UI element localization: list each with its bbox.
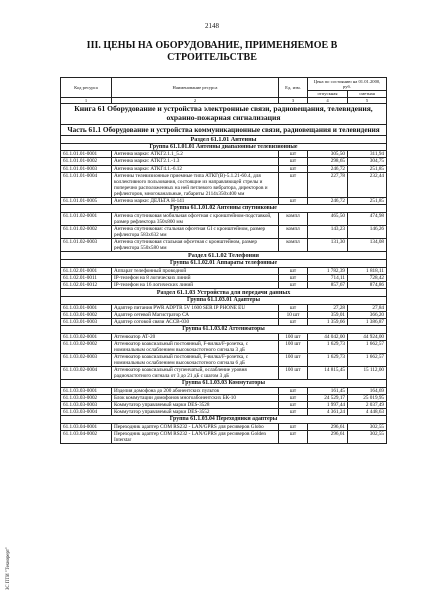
estimate-price: 146,26 [348,225,387,238]
resource-unit: компл [279,225,308,238]
release-price: 246,72 [308,198,348,205]
estimate-price: 1 662,57 [348,340,387,353]
section-heading-row [61,289,387,297]
release-price: 298,65 [308,158,348,165]
resource-code: 61.1.03.02-0004 [61,367,112,380]
table-row [61,198,387,205]
header-name: Наименование ресурса [112,78,279,98]
release-price: 1 359,66 [308,318,348,325]
column-number: 2 [112,98,279,104]
resource-unit: шт [279,267,308,274]
column-number: 3 [279,98,308,104]
page-number: 2148 [205,22,219,30]
resource-unit: 100 шт [279,333,308,340]
estimate-price: 15 112,00 [348,367,387,380]
column-number: 4 [308,98,348,104]
resource-unit: шт [279,318,308,325]
column-number: 5 [348,98,387,104]
estimate-price: 251,85 [348,165,387,172]
resource-name: IP-телефон на 8 логических линий [112,274,279,281]
book-heading: Книга 61 Оборудование и устройства электронные связи, радиовещания, телевидения, охранно-пожарная сигнализация [61,104,387,124]
resource-name: Антенна спутниковая: стальная офсетная GI с кронштейном, размер рефлектора 583х632 мм [112,225,279,238]
resource-unit: шт [279,394,308,401]
resource-unit: шт [279,423,308,430]
price-table [60,77,387,444]
resource-code: 61.1.01.02-0001 [61,212,112,225]
resource-name: Аттенюатор коаксиальный постоянный, F-вилка/F-розетка, с номинальным ослаблением высокочастотного сигнала 3 дБ [112,340,279,353]
resource-code: 61.1.01.01-0003 [61,165,112,172]
estimate-price: 474,98 [348,212,387,225]
resource-name: Адаптер сотовой связи АССВ-030 [112,318,279,325]
resource-code: 61.1.01.01-0001 [61,151,112,158]
resource-code: 61.1.03.03-0004 [61,409,112,416]
page-title [80,40,344,64]
side-note: ЗС ПТИ "Технорерт" [6,547,11,590]
table-row [61,165,387,172]
estimate-price: 304,75 [348,158,387,165]
release-price: 246,72 [308,165,348,172]
section-heading: Раздел 61.1.03 Устройства для передачи данных [61,289,387,297]
resource-code: 61.1.03.01-0003 [61,318,112,325]
release-price: 296,61 [308,423,348,430]
estimate-price: 366,20 [348,311,387,318]
header-unit: Ед. изм. [279,78,308,98]
release-price: 296,61 [308,430,348,443]
resource-unit: шт [279,198,308,205]
header-release: отпускная [308,91,348,98]
table-row [61,239,387,252]
resource-code: 61.1.03.02-0002 [61,340,112,353]
resource-code: 61.1.03.02-0001 [61,333,112,340]
resource-unit: шт [279,387,308,394]
resource-unit: 10 шт [279,311,308,318]
section-heading-row [61,252,387,260]
table-row [61,151,387,158]
resource-unit: шт [279,402,308,409]
resource-name: Переходник адаптер COM RS232 - LAN/GPRS для ресиверов Globo [112,423,279,430]
estimate-price: 232,44 [348,172,387,197]
release-price: 1 629,73 [308,340,348,353]
table-row [61,158,387,165]
part-heading-row [61,124,387,135]
resource-unit: шт [279,165,308,172]
resource-code: 61.1.02.01-0012 [61,282,112,289]
resource-name: Антенна марки: АТКГ2.1.1_5.2 [112,151,279,158]
group-heading: Группа 61.1.03.02 Аттенюаторы [61,326,387,334]
group-heading: Группа 61.1.03.01 Адаптеры [61,297,387,305]
release-price: 714,11 [308,274,348,281]
resource-name: Изделия домофона до 200 абонентских пультов [112,387,279,394]
table-row [61,367,387,380]
estimate-price: 164,69 [348,387,387,394]
book-heading-row [61,104,387,124]
group-heading-row [61,326,387,334]
resource-unit: шт [279,274,308,281]
estimate-price: 1 818,11 [348,267,387,274]
resource-code: 61.1.01.01-0005 [61,198,112,205]
header-price-group: Цена по состоянию на 01.01.2000, руб. [308,78,387,91]
estimate-price: 27,84 [348,304,387,311]
group-heading: Группа 61.1.03.04 Переходники адаптеры [61,416,387,424]
resource-code: 61.1.03.03-0003 [61,402,112,409]
estimate-price: 251,85 [348,198,387,205]
release-price: 27,28 [308,304,348,311]
release-price: 4 361,24 [308,409,348,416]
group-heading-row [61,205,387,213]
resource-unit: шт [279,430,308,443]
estimate-price: 25 019,95 [348,394,387,401]
resource-name: IP-телефон на 16 логических линий [112,282,279,289]
column-number: 1 [61,98,112,104]
table-row [61,318,387,325]
resource-unit: шт [279,304,308,311]
group-heading-row [61,416,387,424]
table-row [61,333,387,340]
table-row [61,423,387,430]
resource-code: 61.1.01.01-0002 [61,158,112,165]
resource-code: 61.1.03.03-0002 [61,394,112,401]
part-heading: Часть 61.1 Оборудование и устройства коммуникационные связи, радиовещания и телевидения [61,124,387,135]
resource-unit: шт [279,282,308,289]
group-heading: Группа 61.1.01.01 Антенны диапазонные телевизионные [61,143,387,151]
resource-name: Антенна марки: АТКГ4.1.-6.12 [112,165,279,172]
estimate-price: 874,86 [348,282,387,289]
group-heading-row [61,260,387,268]
section-heading-row [61,135,387,143]
header-code: Код ресурса [61,78,112,98]
resource-unit: шт [279,172,308,197]
release-price: 465,50 [308,212,348,225]
resource-unit: шт [279,409,308,416]
section-heading: Раздел 61.1.02 Телефония [61,252,387,260]
table-row [61,267,387,274]
estimate-price: 2 037,49 [348,402,387,409]
resource-code: 61.1.02.01-0011 [61,274,112,281]
estimate-price: 311,94 [348,151,387,158]
table-row [61,225,387,238]
resource-name: Адаптер питания PWR ADPTR 5V 1600 SER IP PHONE EU [112,304,279,311]
resource-name: Антенны телевизионные приемные типа АТКГ(В)-5.1.21-60.4, для коллективного пользования, состоящие из направляющей стрелы и поперечно расположенных на ней петлевого вибратора, директоров и рефлекторов, многоканальные, габариты 2114х350х400 мм [112,172,279,197]
resource-code: 61.1.01.02-0003 [61,239,112,252]
table-row [61,402,387,409]
resource-unit: 100 шт [279,353,308,366]
resource-code: 61.1.01.02-0002 [61,225,112,238]
group-heading: Группа 61.1.01.02 Антенны спутниковые [61,205,387,213]
resource-name: Аттенюатор коаксиальный ступенчатый, ослабление уровня радиочастотного сигнала от 3 до 21 дБ с шагом 3 дБ [112,367,279,380]
estimate-price: 1 662,57 [348,353,387,366]
release-price: 857,67 [308,282,348,289]
resource-code: 61.1.03.02-0003 [61,353,112,366]
table-row [61,172,387,197]
table-row [61,274,387,281]
table-row [61,409,387,416]
header-row [61,78,387,91]
resource-code: 61.1.03.01-0002 [61,311,112,318]
table-row [61,394,387,401]
table-row [61,282,387,289]
resource-code: 61.1.03.01-0001 [61,304,112,311]
estimate-price: 728,42 [348,274,387,281]
release-price: 24 529,17 [308,394,348,401]
resource-name: Коммутатор управляемый марки DES-3528 [112,402,279,409]
group-heading-row [61,380,387,388]
resource-name: Аппарат телефонный проводной [112,267,279,274]
resource-code: 61.1.03.04-0001 [61,423,112,430]
release-price: 44 042,00 [308,333,348,340]
release-price: 227,78 [308,172,348,197]
resource-unit: шт [279,151,308,158]
release-price: 161,45 [308,387,348,394]
resource-unit: шт [279,158,308,165]
table-row [61,353,387,366]
estimate-price: 302,55 [348,430,387,443]
group-heading-row [61,143,387,151]
resource-name: Антенна спутниковая мобильная офсетная с кронштейном-подставкой, размер рефлектора 350х800 мм [112,212,279,225]
release-price: 131,30 [308,239,348,252]
resource-name: Блок коммутации домофонов многоабонентских БК-10 [112,394,279,401]
resource-code: 61.1.01.01-0004 [61,172,112,197]
release-price: 1 629,73 [308,353,348,366]
estimate-price: 44 924,00 [348,333,387,340]
resource-code: 61.1.03.03-0001 [61,387,112,394]
price-table-body [61,78,387,444]
resource-name: Антенна спутниковая стальная офсетная с кронштейном, размер рефлектора 550х580 мм [112,239,279,252]
estimate-price: 4 448,63 [348,409,387,416]
resource-name: Аттенюатор АТ-20 [112,333,279,340]
section-heading: Раздел 61.1.01 Антенны [61,135,387,143]
table-row [61,387,387,394]
release-price: 359,01 [308,311,348,318]
release-price: 14 815,45 [308,367,348,380]
resource-unit: компл [279,239,308,252]
resource-name: Аттенюатор коаксиальный постоянный, F-вилка/F-розетка, с номинальным ослаблением высокочастотного сигнала 6 дБ [112,353,279,366]
table-row [61,430,387,443]
title-line-1: III. ЦЕНЫ НА ОБОРУДОВАНИЕ, ПРИМЕНЯЕМОЕ В [86,40,338,51]
table-row [61,311,387,318]
estimate-price: 1 386,87 [348,318,387,325]
resource-unit: 100 шт [279,367,308,380]
resource-unit: компл [279,212,308,225]
title-line-2: СТРОИТЕЛЬСТВЕ [167,52,257,63]
resource-name: Переходник адаптер COM RS232 - LAN/GPRS для ресиверов Golden Interstar [112,430,279,443]
release-price: 1 997,44 [308,402,348,409]
header-estimate: сметная [348,91,387,98]
release-price: 305,50 [308,151,348,158]
resource-name: Антенна марки: ДЕЛЬТА Н-141 [112,198,279,205]
table-row [61,212,387,225]
group-heading: Группа 61.1.03.03 Коммутаторы [61,380,387,388]
group-heading: Группа 61.1.02.01 Аппараты телефонные [61,260,387,268]
estimate-price: 134,08 [348,239,387,252]
resource-name: Коммутатор управляемый марки DES-3552 [112,409,279,416]
resource-code: 61.1.03.04-0002 [61,430,112,443]
group-heading-row [61,297,387,305]
resource-unit: 100 шт [279,340,308,353]
resource-code: 61.1.02.01-0001 [61,267,112,274]
table-row [61,304,387,311]
table-row [61,340,387,353]
resource-name: Антенна марки: АТКГ2.1.-1.3 [112,158,279,165]
resource-name: Адаптер сетевой Магистратор СА [112,311,279,318]
release-price: 143,23 [308,225,348,238]
estimate-price: 302,55 [348,423,387,430]
release-price: 1 782,39 [308,267,348,274]
